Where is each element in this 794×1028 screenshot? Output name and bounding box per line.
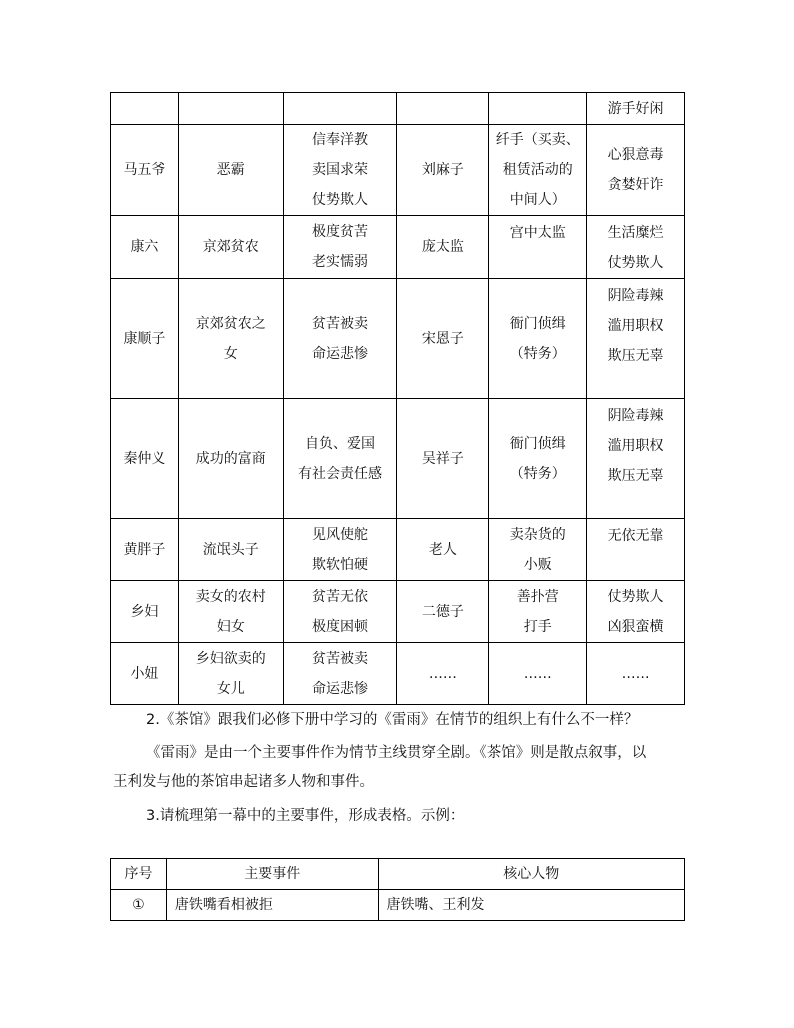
cell-line: 生活糜烂 bbox=[607, 225, 664, 241]
cell-line: 欺软怕硬 bbox=[312, 556, 369, 573]
table-cell-c2 bbox=[178, 279, 283, 399]
header-number: 序号 bbox=[111, 859, 167, 890]
table-cell-c5 bbox=[489, 399, 587, 519]
table-cell-c2 bbox=[178, 643, 283, 705]
table-cell-c4: 二德子 bbox=[397, 581, 489, 643]
table-cell-c3 bbox=[283, 279, 397, 399]
cell-line: 极度困顿 bbox=[312, 618, 369, 635]
table-row bbox=[111, 581, 685, 643]
cell-line: 宫中太监 bbox=[509, 225, 566, 241]
cell-line: 善扑营 bbox=[516, 588, 559, 605]
cell-line: （特务） bbox=[509, 465, 566, 482]
table-cell-c5 bbox=[489, 125, 587, 216]
event-number: ① bbox=[111, 890, 167, 921]
cell-line: 自负、爱国 bbox=[305, 435, 376, 452]
cell-line: 京郊贫农 bbox=[202, 239, 259, 255]
table-cell-c1 bbox=[111, 93, 179, 125]
table-cell-c1: 黄胖子 bbox=[111, 519, 179, 581]
table-cell-c6 bbox=[587, 643, 685, 705]
cell-line: 无依无靠 bbox=[607, 528, 664, 544]
table-row bbox=[111, 279, 685, 399]
table-cell-c6 bbox=[587, 279, 685, 399]
cell-line: 仗势欺人 bbox=[607, 255, 664, 271]
cell-line: 滥用职权 bbox=[607, 438, 664, 454]
cell-line: 信奉洋教 bbox=[312, 132, 369, 148]
table-row bbox=[111, 216, 685, 279]
cell-line: （特务） bbox=[509, 345, 566, 362]
cell-line: 流氓头子 bbox=[202, 541, 259, 558]
cell-line: 中间人） bbox=[509, 192, 566, 208]
table-cell-c1: 马五爷 bbox=[111, 125, 179, 216]
cell-line: 乡妇欲卖的 bbox=[195, 650, 266, 667]
table-cell-c2 bbox=[178, 125, 283, 216]
table-cell-c1: 秦仲义 bbox=[111, 399, 179, 519]
cell-line: 打手 bbox=[523, 618, 552, 635]
cell-line: 欺压无辜 bbox=[607, 348, 664, 364]
table-cell-c4: …… bbox=[397, 643, 489, 705]
cell-line: 游手好闲 bbox=[607, 100, 664, 117]
cell-line: 滥用职权 bbox=[607, 318, 664, 334]
question-3: 3.请梳理第一幕中的主要事件，形成表格。示例： bbox=[146, 808, 465, 824]
table-cell-c4: 宋恩子 bbox=[397, 279, 489, 399]
cell-line: 女儿 bbox=[216, 680, 245, 697]
cell-line: 贫苦被卖 bbox=[312, 650, 369, 667]
cell-line: 见风使舵 bbox=[312, 526, 369, 543]
table-cell-c6 bbox=[587, 399, 685, 519]
cell-line: 女 bbox=[223, 345, 238, 362]
cell-line: 卖杂货的 bbox=[509, 526, 566, 543]
table-cell-c6 bbox=[587, 581, 685, 643]
cell-line: 命运悲惨 bbox=[312, 680, 369, 697]
table-cell-c3 bbox=[283, 399, 397, 519]
cell-line: …… bbox=[621, 665, 650, 682]
events-header-row bbox=[111, 859, 685, 890]
table-cell-c4 bbox=[397, 93, 489, 125]
table-cell-c3 bbox=[283, 643, 397, 705]
table-cell-c2 bbox=[178, 216, 283, 279]
table-cell-c5 bbox=[489, 581, 587, 643]
table-cell-c5 bbox=[489, 93, 587, 125]
event-people: 唐铁嘴、王利发 bbox=[378, 890, 684, 921]
table-cell-c2 bbox=[178, 581, 283, 643]
characters-table bbox=[110, 92, 685, 705]
table-cell-c4: 吴祥子 bbox=[397, 399, 489, 519]
cell-line: 妇女 bbox=[216, 618, 245, 635]
table-cell-c2 bbox=[178, 399, 283, 519]
cell-line: 凶狠蛮横 bbox=[607, 618, 664, 635]
table-cell-c1: 康六 bbox=[111, 216, 179, 279]
table-cell-c5 bbox=[489, 643, 587, 705]
table-cell-c3 bbox=[283, 581, 397, 643]
cell-line: 极度贫苦 bbox=[312, 224, 369, 240]
cell-line: 卖女的农村 bbox=[195, 588, 266, 605]
table-cell-c5 bbox=[489, 519, 587, 581]
table-cell-c2 bbox=[178, 519, 283, 581]
cell-line: 卖国求荣 bbox=[312, 162, 369, 178]
table-cell-c6 bbox=[587, 93, 685, 125]
table-cell-c1: 康顺子 bbox=[111, 279, 179, 399]
cell-line: 仗势欺人 bbox=[607, 588, 664, 605]
cell-line: 贪婪奸诈 bbox=[607, 177, 664, 193]
table-row bbox=[111, 643, 685, 705]
table-cell-c3 bbox=[283, 216, 397, 279]
table-row bbox=[111, 890, 685, 921]
cell-line: 贫苦无依 bbox=[312, 588, 369, 605]
cell-line: 阴险毒辣 bbox=[607, 288, 664, 304]
table-cell-c5 bbox=[489, 216, 587, 279]
cell-line: 老实懦弱 bbox=[312, 254, 369, 270]
table-cell-c4: 刘麻子 bbox=[397, 125, 489, 216]
table-cell-c6 bbox=[587, 125, 685, 216]
cell-line: 阴险毒辣 bbox=[607, 408, 664, 424]
cell-line: 京郊贫农之 bbox=[195, 315, 266, 332]
cell-line: 小贩 bbox=[523, 556, 552, 573]
cell-line: …… bbox=[523, 665, 552, 682]
cell-line: 恶霸 bbox=[216, 162, 245, 178]
cell-line: 租赁活动的 bbox=[502, 162, 573, 178]
question-2: 2.《茶馆》跟我们必修下册中学习的《雷雨》在情节的组织上有什么不一样？ bbox=[146, 712, 639, 728]
cell-line: 成功的富商 bbox=[195, 450, 266, 467]
table-cell-c6 bbox=[587, 519, 685, 581]
cell-line: 欺压无辜 bbox=[607, 468, 664, 484]
table-row bbox=[111, 519, 685, 581]
table-cell-c3 bbox=[283, 519, 397, 581]
header-people: 核心人物 bbox=[378, 859, 684, 890]
cell-line: 有社会责任感 bbox=[298, 465, 383, 482]
table-cell-c6 bbox=[587, 216, 685, 279]
table-cell-c1: 乡妇 bbox=[111, 581, 179, 643]
answer-2-line-1: 《雷雨》是由一个主要事件作为情节主线贯穿全剧。《茶馆》则是散点叙事，以 bbox=[146, 745, 647, 761]
cell-line: 仗势欺人 bbox=[312, 192, 369, 208]
cell-line: 衙门侦缉 bbox=[509, 315, 566, 332]
cell-line: 心狠意毒 bbox=[607, 147, 664, 163]
table-cell-c5 bbox=[489, 279, 587, 399]
table-row bbox=[111, 399, 685, 519]
cell-line: 命运悲惨 bbox=[312, 345, 369, 362]
table-cell-c4: 老人 bbox=[397, 519, 489, 581]
answer-2-line-2: 王利发与他的茶馆串起诸多人物和事件。 bbox=[113, 774, 374, 790]
cell-line: 衙门侦缉 bbox=[509, 435, 566, 452]
cell-line: 纤手（买卖、 bbox=[495, 132, 580, 148]
table-cell-c3 bbox=[283, 93, 397, 125]
table-cell-c1: 小妞 bbox=[111, 643, 179, 705]
table-row bbox=[111, 93, 685, 125]
header-event: 主要事件 bbox=[166, 859, 378, 890]
table-cell-c4: 庞太监 bbox=[397, 216, 489, 279]
table-row bbox=[111, 125, 685, 216]
table-cell-c2 bbox=[178, 93, 283, 125]
event-name: 唐铁嘴看相被拒 bbox=[166, 890, 378, 921]
cell-line: 贫苦被卖 bbox=[312, 315, 369, 332]
table-cell-c3 bbox=[283, 125, 397, 216]
events-table bbox=[110, 858, 685, 921]
